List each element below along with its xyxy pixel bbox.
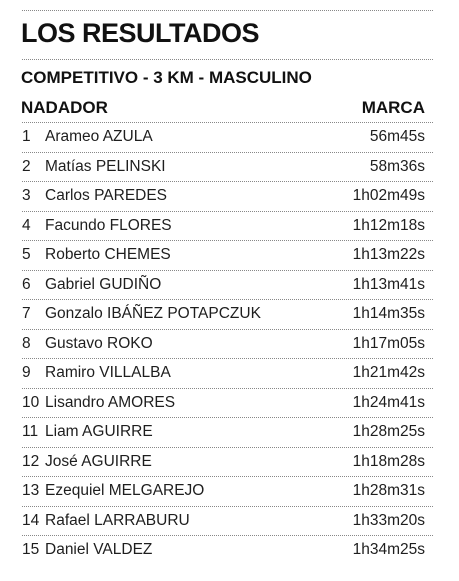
table-row [22, 535, 433, 565]
table-row [22, 388, 433, 418]
row-mark: 1h34m25s [352, 541, 425, 559]
table-row [22, 447, 433, 477]
row-mark: 1h18m28s [352, 452, 425, 470]
row-mark: 1h24m41s [352, 393, 425, 411]
row-mark: 1h14m35s [352, 305, 425, 323]
title-divider [22, 59, 433, 60]
row-mark: 1h17m05s [352, 334, 425, 352]
row-position: 12 [22, 452, 40, 470]
row-swimmer-name: Liam AGUIRRE [45, 423, 153, 441]
page-title: LOS RESULTADOS [21, 18, 260, 48]
row-swimmer-name: Gonzalo IBÁÑEZ POTAPCZUK [45, 305, 261, 323]
row-mark: 1h33m20s [352, 511, 425, 529]
row-swimmer-name: Matías PELINSKI [45, 157, 166, 175]
row-swimmer-name: José AGUIRRE [45, 452, 152, 470]
column-header-mark: MARCA [361, 98, 425, 117]
row-position: 3 [22, 187, 31, 205]
row-swimmer-name: Facundo FLORES [45, 216, 172, 234]
row-swimmer-name: Roberto CHEMES [45, 246, 171, 264]
table-row [22, 270, 433, 300]
column-header-swimmer: NADADOR [21, 98, 108, 117]
row-mark: 1h02m49s [352, 187, 425, 205]
table-row [22, 476, 433, 506]
row-mark: 1h12m18s [352, 216, 425, 234]
row-position: 10 [22, 393, 40, 411]
row-position: 1 [22, 128, 31, 146]
row-mark: 58m36s [369, 157, 425, 175]
table-row [22, 211, 433, 241]
row-swimmer-name: Ramiro VILLALBA [45, 364, 171, 382]
row-swimmer-name: Arameo AZULA [45, 128, 153, 146]
row-swimmer-name: Rafael LARRABURU [45, 511, 190, 529]
row-swimmer-name: Daniel VALDEZ [45, 541, 153, 559]
row-position: 11 [22, 423, 39, 441]
row-position: 8 [22, 334, 31, 352]
row-position: 7 [22, 305, 31, 323]
row-mark: 1h21m42s [352, 364, 425, 382]
row-swimmer-name: Carlos PAREDES [45, 187, 168, 205]
row-swimmer-name: Lisandro AMORES [45, 393, 176, 411]
row-swimmer-name: Ezequiel MELGAREJO [45, 482, 205, 500]
table-row [22, 358, 433, 388]
results-list [22, 122, 433, 565]
table-row [22, 329, 433, 359]
table-row [22, 299, 433, 329]
row-position: 14 [22, 511, 40, 529]
table-row [22, 240, 433, 270]
row-swimmer-name: Gustavo ROKO [45, 334, 153, 352]
row-mark: 1h13m22s [352, 246, 425, 264]
row-position: 9 [22, 364, 31, 382]
table-header [21, 97, 425, 119]
row-position: 13 [22, 482, 40, 500]
row-position: 15 [22, 541, 40, 559]
row-position: 6 [22, 275, 31, 293]
table-row [22, 181, 433, 211]
table-row [22, 506, 433, 536]
row-mark: 1h28m25s [352, 423, 425, 441]
category-subtitle: COMPETITIVO - 3 KM - MASCULINO [21, 68, 312, 87]
top-divider [22, 10, 433, 11]
row-position: 2 [22, 157, 31, 175]
row-position: 5 [22, 246, 31, 264]
table-row [22, 417, 433, 447]
row-mark: 56m45s [369, 128, 425, 146]
table-row [22, 122, 433, 152]
row-mark: 1h28m31s [352, 482, 425, 500]
row-swimmer-name: Gabriel GUDIÑO [45, 275, 162, 293]
table-row [22, 152, 433, 182]
row-position: 4 [22, 216, 31, 234]
row-mark: 1h13m41s [352, 275, 425, 293]
